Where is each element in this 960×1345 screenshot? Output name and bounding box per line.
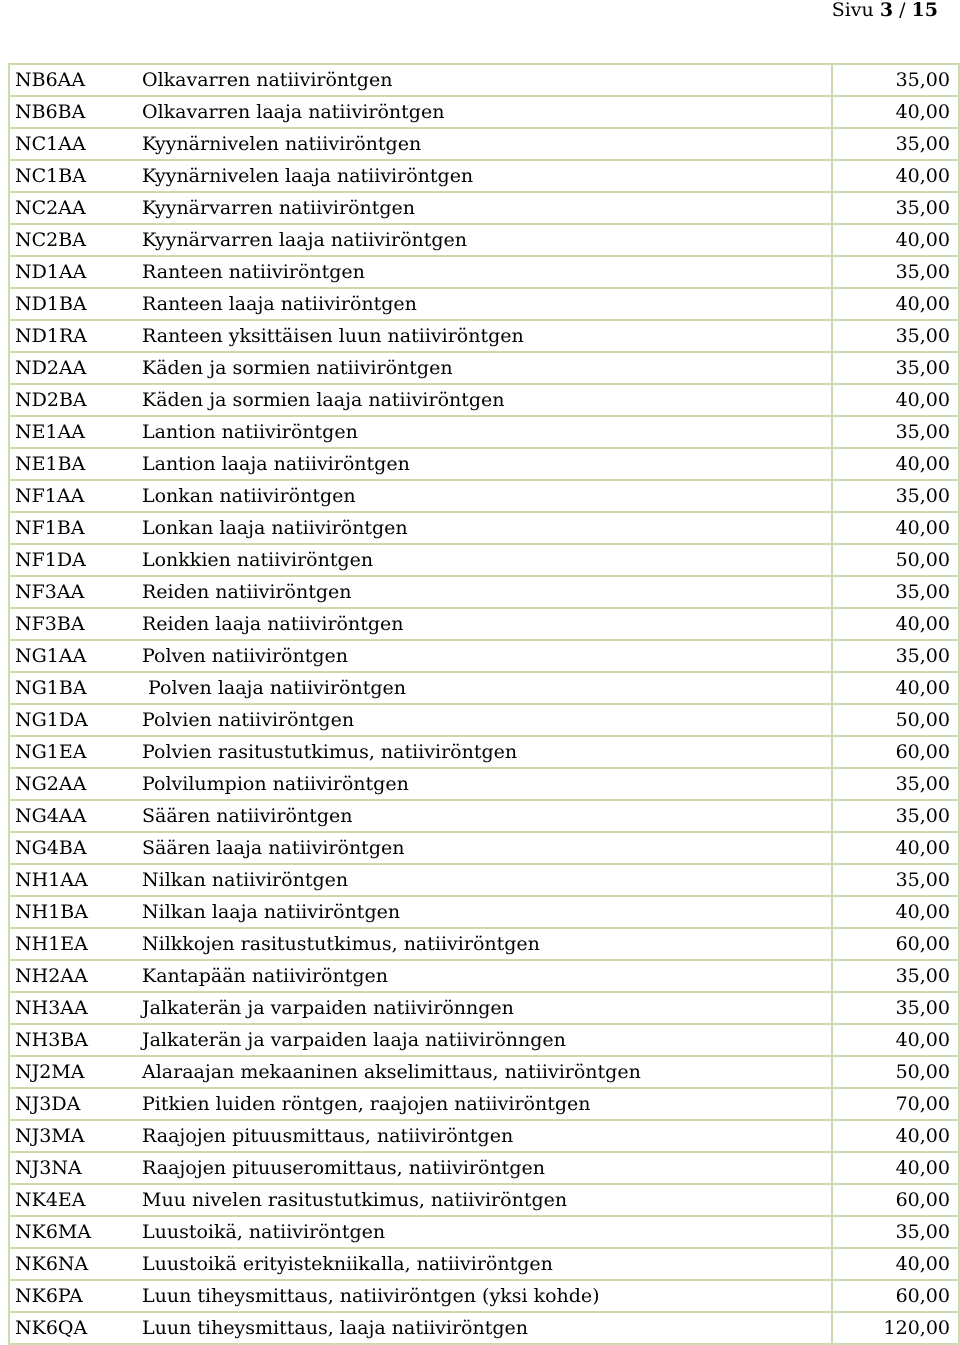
procedure-price: 40,00 xyxy=(832,1024,959,1056)
table-row xyxy=(9,1216,959,1248)
table-row xyxy=(9,224,959,256)
procedure-code: NJ2MA xyxy=(9,1056,133,1088)
procedure-price: 35,00 xyxy=(832,800,959,832)
table-row xyxy=(9,672,959,704)
procedure-price: 35,00 xyxy=(832,64,959,96)
procedure-description: Polven natiiviröntgen xyxy=(133,640,832,672)
table-row xyxy=(9,640,959,672)
table-row xyxy=(9,320,959,352)
procedure-description: Ranteen yksittäisen luun natiiviröntgen xyxy=(133,320,832,352)
procedure-code: NH3BA xyxy=(9,1024,133,1056)
procedure-price: 35,00 xyxy=(832,352,959,384)
table-row xyxy=(9,128,959,160)
procedure-price: 40,00 xyxy=(832,608,959,640)
procedure-price: 35,00 xyxy=(832,128,959,160)
procedure-description: Olkavarren natiiviröntgen xyxy=(133,64,832,96)
table-row xyxy=(9,960,959,992)
procedure-price: 70,00 xyxy=(832,1088,959,1120)
procedure-price: 60,00 xyxy=(832,1184,959,1216)
procedure-code: NG4BA xyxy=(9,832,133,864)
procedure-price: 35,00 xyxy=(832,576,959,608)
procedure-code: NC1BA xyxy=(9,160,133,192)
procedure-price: 35,00 xyxy=(832,640,959,672)
procedure-description: Alaraajan mekaaninen akselimittaus, natiiviröntgen xyxy=(133,1056,832,1088)
procedure-description: Ranteen laaja natiiviröntgen xyxy=(133,288,832,320)
price-table-body xyxy=(9,64,959,1344)
procedure-description: Pitkien luiden röntgen, raajojen natiiviröntgen xyxy=(133,1088,832,1120)
procedure-code: NK6PA xyxy=(9,1280,133,1312)
table-row xyxy=(9,576,959,608)
procedure-code: NH2AA xyxy=(9,960,133,992)
procedure-price: 40,00 xyxy=(832,672,959,704)
procedure-price: 35,00 xyxy=(832,416,959,448)
table-row xyxy=(9,160,959,192)
procedure-code: NG1DA xyxy=(9,704,133,736)
table-row xyxy=(9,1120,959,1152)
table-row xyxy=(9,704,959,736)
procedure-price: 35,00 xyxy=(832,480,959,512)
page-separator: / xyxy=(893,0,912,21)
procedure-price: 40,00 xyxy=(832,96,959,128)
procedure-code: NJ3NA xyxy=(9,1152,133,1184)
procedure-price: 35,00 xyxy=(832,992,959,1024)
procedure-code: NG1AA xyxy=(9,640,133,672)
table-row xyxy=(9,1024,959,1056)
procedure-code: NE1BA xyxy=(9,448,133,480)
procedure-description: Luustoikä, natiiviröntgen xyxy=(133,1216,832,1248)
procedure-code: NK6MA xyxy=(9,1216,133,1248)
table-row xyxy=(9,992,959,1024)
procedure-description: Luun tiheysmittaus, natiiviröntgen (yksi kohde) xyxy=(133,1280,832,1312)
procedure-description: Luun tiheysmittaus, laaja natiiviröntgen xyxy=(133,1312,832,1344)
procedure-description: Kantapään natiiviröntgen xyxy=(133,960,832,992)
table-row xyxy=(9,832,959,864)
procedure-description: Jalkaterän ja varpaiden laaja natiivirönngen xyxy=(133,1024,832,1056)
procedure-description: Luustoikä erityistekniikalla, natiiviröntgen xyxy=(133,1248,832,1280)
procedure-description: Polvilumpion natiiviröntgen xyxy=(133,768,832,800)
procedure-code: NH1EA xyxy=(9,928,133,960)
procedure-description: Lantion natiiviröntgen xyxy=(133,416,832,448)
procedure-description: Käden ja sormien laaja natiiviröntgen xyxy=(133,384,832,416)
procedure-code: NJ3MA xyxy=(9,1120,133,1152)
procedure-description: Nilkan laaja natiiviröntgen xyxy=(133,896,832,928)
table-row xyxy=(9,928,959,960)
procedure-description: Lonkan laaja natiiviröntgen xyxy=(133,512,832,544)
procedure-code: NC2BA xyxy=(9,224,133,256)
procedure-price: 50,00 xyxy=(832,1056,959,1088)
procedure-code: NK6NA xyxy=(9,1248,133,1280)
procedure-description: Lantion laaja natiiviröntgen xyxy=(133,448,832,480)
table-row xyxy=(9,1152,959,1184)
table-row xyxy=(9,1248,959,1280)
table-row xyxy=(9,64,959,96)
procedure-description: Kyynärnivelen laaja natiiviröntgen xyxy=(133,160,832,192)
procedure-description: Jalkaterän ja varpaiden natiivirönngen xyxy=(133,992,832,1024)
table-row xyxy=(9,1184,959,1216)
procedure-code: NC1AA xyxy=(9,128,133,160)
procedure-code: NH1AA xyxy=(9,864,133,896)
table-row xyxy=(9,1056,959,1088)
procedure-price: 60,00 xyxy=(832,928,959,960)
procedure-price: 60,00 xyxy=(832,736,959,768)
procedure-code: NF3AA xyxy=(9,576,133,608)
table-row xyxy=(9,608,959,640)
table-row xyxy=(9,1280,959,1312)
procedure-code: ND2BA xyxy=(9,384,133,416)
procedure-description: Olkavarren laaja natiiviröntgen xyxy=(133,96,832,128)
table-row xyxy=(9,352,959,384)
procedure-description: Nilkan natiiviröntgen xyxy=(133,864,832,896)
table-row xyxy=(9,800,959,832)
table-row xyxy=(9,768,959,800)
procedure-price: 40,00 xyxy=(832,160,959,192)
table-row xyxy=(9,544,959,576)
procedure-price: 60,00 xyxy=(832,1280,959,1312)
table-row xyxy=(9,896,959,928)
procedure-description: Säären natiiviröntgen xyxy=(133,800,832,832)
page-current: 3 xyxy=(879,0,894,21)
procedure-code: ND1AA xyxy=(9,256,133,288)
procedure-description: Raajojen pituusmittaus, natiiviröntgen xyxy=(133,1120,832,1152)
procedure-code: NF1DA xyxy=(9,544,133,576)
procedure-code: NF3BA xyxy=(9,608,133,640)
procedure-price: 40,00 xyxy=(832,512,959,544)
procedure-description: Polvien rasitustutkimus, natiiviröntgen xyxy=(133,736,832,768)
procedure-code: NG1BA xyxy=(9,672,133,704)
procedure-price: 40,00 xyxy=(832,1152,959,1184)
procedure-code: NJ3DA xyxy=(9,1088,133,1120)
procedure-price: 40,00 xyxy=(832,448,959,480)
table-row xyxy=(9,1312,959,1344)
procedure-description: Säären laaja natiiviröntgen xyxy=(133,832,832,864)
procedure-description: Polven laaja natiiviröntgen xyxy=(133,672,832,704)
table-row xyxy=(9,480,959,512)
procedure-price: 40,00 xyxy=(832,832,959,864)
procedure-description: Polvien natiiviröntgen xyxy=(133,704,832,736)
procedure-price: 35,00 xyxy=(832,192,959,224)
table-row xyxy=(9,384,959,416)
procedure-description: Raajojen pituuseromittaus, natiiviröntgen xyxy=(133,1152,832,1184)
procedure-code: NG1EA xyxy=(9,736,133,768)
table-row xyxy=(9,864,959,896)
procedure-code: NE1AA xyxy=(9,416,133,448)
procedure-code: NB6BA xyxy=(9,96,133,128)
procedure-price: 40,00 xyxy=(832,288,959,320)
procedure-description: Kyynärvarren laaja natiiviröntgen xyxy=(133,224,832,256)
procedure-code: ND1BA xyxy=(9,288,133,320)
procedure-description: Lonkkien natiiviröntgen xyxy=(133,544,832,576)
table-row xyxy=(9,448,959,480)
table-row xyxy=(9,736,959,768)
procedure-price: 35,00 xyxy=(832,256,959,288)
price-table xyxy=(8,63,960,1345)
procedure-description: Käden ja sormien natiiviröntgen xyxy=(133,352,832,384)
procedure-price: 35,00 xyxy=(832,864,959,896)
procedure-code: NC2AA xyxy=(9,192,133,224)
procedure-price: 40,00 xyxy=(832,384,959,416)
page-prefix: Sivu xyxy=(831,0,880,21)
page-total: 15 xyxy=(911,0,938,21)
procedure-description: Reiden laaja natiiviröntgen xyxy=(133,608,832,640)
procedure-code: NK6QA xyxy=(9,1312,133,1344)
procedure-code: NG4AA xyxy=(9,800,133,832)
table-row xyxy=(9,416,959,448)
procedure-price: 50,00 xyxy=(832,544,959,576)
procedure-price: 40,00 xyxy=(832,224,959,256)
table-row xyxy=(9,192,959,224)
procedure-code: ND1RA xyxy=(9,320,133,352)
procedure-description: Nilkkojen rasitustutkimus, natiiviröntgen xyxy=(133,928,832,960)
procedure-code: NK4EA xyxy=(9,1184,133,1216)
procedure-code: NB6AA xyxy=(9,64,133,96)
procedure-price: 50,00 xyxy=(832,704,959,736)
table-row xyxy=(9,1088,959,1120)
procedure-description: Ranteen natiiviröntgen xyxy=(133,256,832,288)
table-row xyxy=(9,288,959,320)
procedure-code: NF1AA xyxy=(9,480,133,512)
procedure-code: NF1BA xyxy=(9,512,133,544)
procedure-price: 40,00 xyxy=(832,896,959,928)
procedure-price: 120,00 xyxy=(832,1312,959,1344)
procedure-price: 35,00 xyxy=(832,960,959,992)
page-number xyxy=(832,0,938,20)
procedure-code: NH1BA xyxy=(9,896,133,928)
procedure-price: 40,00 xyxy=(832,1248,959,1280)
procedure-code: ND2AA xyxy=(9,352,133,384)
procedure-code: NG2AA xyxy=(9,768,133,800)
table-row xyxy=(9,256,959,288)
procedure-price: 35,00 xyxy=(832,768,959,800)
table-row xyxy=(9,512,959,544)
procedure-description: Kyynärvarren natiiviröntgen xyxy=(133,192,832,224)
table-row xyxy=(9,96,959,128)
procedure-description: Lonkan natiiviröntgen xyxy=(133,480,832,512)
procedure-price: 35,00 xyxy=(832,1216,959,1248)
procedure-description: Kyynärnivelen natiiviröntgen xyxy=(133,128,832,160)
procedure-code: NH3AA xyxy=(9,992,133,1024)
procedure-description: Reiden natiiviröntgen xyxy=(133,576,832,608)
procedure-price: 35,00 xyxy=(832,320,959,352)
procedure-description: Muu nivelen rasitustutkimus, natiiviröntgen xyxy=(133,1184,832,1216)
procedure-price: 40,00 xyxy=(832,1120,959,1152)
